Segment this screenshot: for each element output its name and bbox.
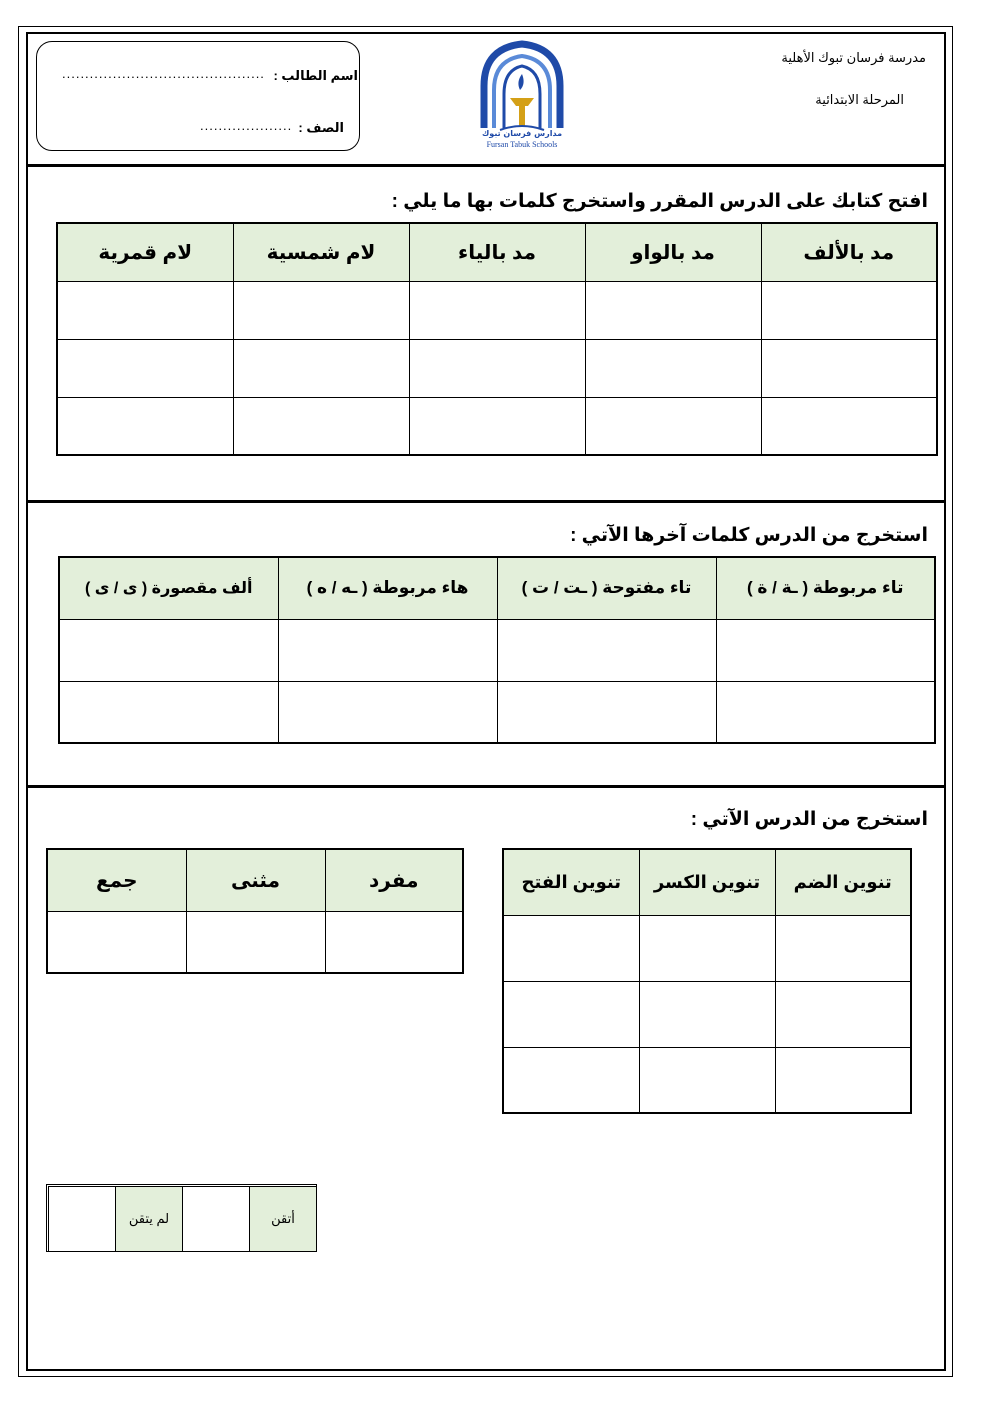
- answer-cell[interactable]: [503, 915, 639, 981]
- answer-cell[interactable]: [639, 981, 775, 1047]
- logo-english-text: Fursan Tabuk Schools: [486, 140, 558, 149]
- answer-cell[interactable]: [639, 1047, 775, 1113]
- answer-cell[interactable]: [585, 281, 761, 339]
- header-waw-madd: مد بالواو: [585, 223, 761, 281]
- answer-cell[interactable]: [186, 911, 325, 973]
- not-mastered-label: لم يتقن: [116, 1187, 183, 1252]
- header-divider: [26, 164, 946, 167]
- mastered-label: أتقن: [250, 1187, 317, 1252]
- header-plural: جمع: [47, 849, 186, 911]
- not-mastered-checkbox[interactable]: [49, 1187, 116, 1252]
- header-ta-maftuha: تاء مفتوحة ( ـت / ت ): [497, 557, 716, 619]
- answer-cell[interactable]: [716, 619, 935, 681]
- answer-cell[interactable]: [278, 681, 497, 743]
- answer-cell[interactable]: [775, 915, 911, 981]
- class-field[interactable]: ....................: [200, 118, 293, 133]
- answer-cell[interactable]: [585, 339, 761, 397]
- answer-cell[interactable]: [59, 681, 278, 743]
- answer-cell[interactable]: [278, 619, 497, 681]
- answer-cell[interactable]: [775, 981, 911, 1047]
- answer-cell[interactable]: [497, 619, 716, 681]
- answer-cell[interactable]: [761, 281, 937, 339]
- answer-cell[interactable]: [639, 915, 775, 981]
- student-name-label: اسم الطالب :: [273, 68, 358, 83]
- section3-title: استخرج من الدرس الآتي :: [690, 809, 928, 830]
- logo-arabic-text: مدارس فرسان تبوك: [481, 129, 563, 138]
- answer-cell[interactable]: [409, 339, 585, 397]
- header-tanween-kasr: تنوين الكسر: [639, 849, 775, 915]
- header-ta-marbuta: تاء مربوطة ( ـة / ة ): [716, 557, 935, 619]
- header-tanween-fath: تنوين الفتح: [503, 849, 639, 915]
- answer-cell[interactable]: [775, 1047, 911, 1113]
- section2-title: استخرج من الدرس كلمات آخرها الآتي :: [570, 525, 928, 546]
- header-dual: مثنى: [186, 849, 325, 911]
- section2-divider: [26, 785, 946, 788]
- answer-cell[interactable]: [585, 397, 761, 455]
- header-singular: مفرد: [325, 849, 463, 911]
- header-lam-shamsiya: لام شمسية: [233, 223, 409, 281]
- header-tanween-damm: تنوين الضم: [775, 849, 911, 915]
- answer-cell[interactable]: [233, 281, 409, 339]
- answer-cell[interactable]: [233, 397, 409, 455]
- header-ya-madd: مد بالياء: [409, 223, 585, 281]
- section1-title: افتح كتابك على الدرس المقرر واستخرج كلمات بها ما يلي :: [391, 191, 928, 212]
- number-table: [46, 848, 464, 974]
- answer-cell[interactable]: [409, 281, 585, 339]
- grading-table: [48, 1186, 317, 1252]
- school-name: مدرسة فرسان تبوك الأهلية: [781, 50, 926, 65]
- section2-table: [58, 556, 936, 744]
- answer-cell[interactable]: [57, 397, 233, 455]
- answer-cell[interactable]: [47, 911, 186, 973]
- student-name-field[interactable]: ............................................: [62, 66, 265, 81]
- tanween-table: [502, 848, 912, 1114]
- answer-cell[interactable]: [409, 397, 585, 455]
- section1-table: [56, 222, 938, 456]
- answer-cell[interactable]: [497, 681, 716, 743]
- header-alif-madd: مد بالألف: [761, 223, 937, 281]
- answer-cell[interactable]: [325, 911, 463, 973]
- header-lam-qamariya: لام قمرية: [57, 223, 233, 281]
- class-label: الصف :: [298, 120, 344, 135]
- answer-cell[interactable]: [761, 339, 937, 397]
- answer-cell[interactable]: [503, 1047, 639, 1113]
- school-stage: المرحلة الابتدائية: [815, 92, 904, 107]
- answer-cell[interactable]: [59, 619, 278, 681]
- mastered-checkbox[interactable]: [183, 1187, 250, 1252]
- answer-cell[interactable]: [57, 281, 233, 339]
- answer-cell[interactable]: [761, 397, 937, 455]
- answer-cell[interactable]: [233, 339, 409, 397]
- answer-cell[interactable]: [57, 339, 233, 397]
- section1-divider: [26, 500, 946, 503]
- answer-cell[interactable]: [503, 981, 639, 1047]
- answer-cell[interactable]: [716, 681, 935, 743]
- school-logo-icon: [470, 36, 574, 152]
- header-alif-maqsura: ألف مقصورة ( ى / ى ): [59, 557, 278, 619]
- header-ha-marbuta: هاء مربوطة ( ـه / ه ): [278, 557, 497, 619]
